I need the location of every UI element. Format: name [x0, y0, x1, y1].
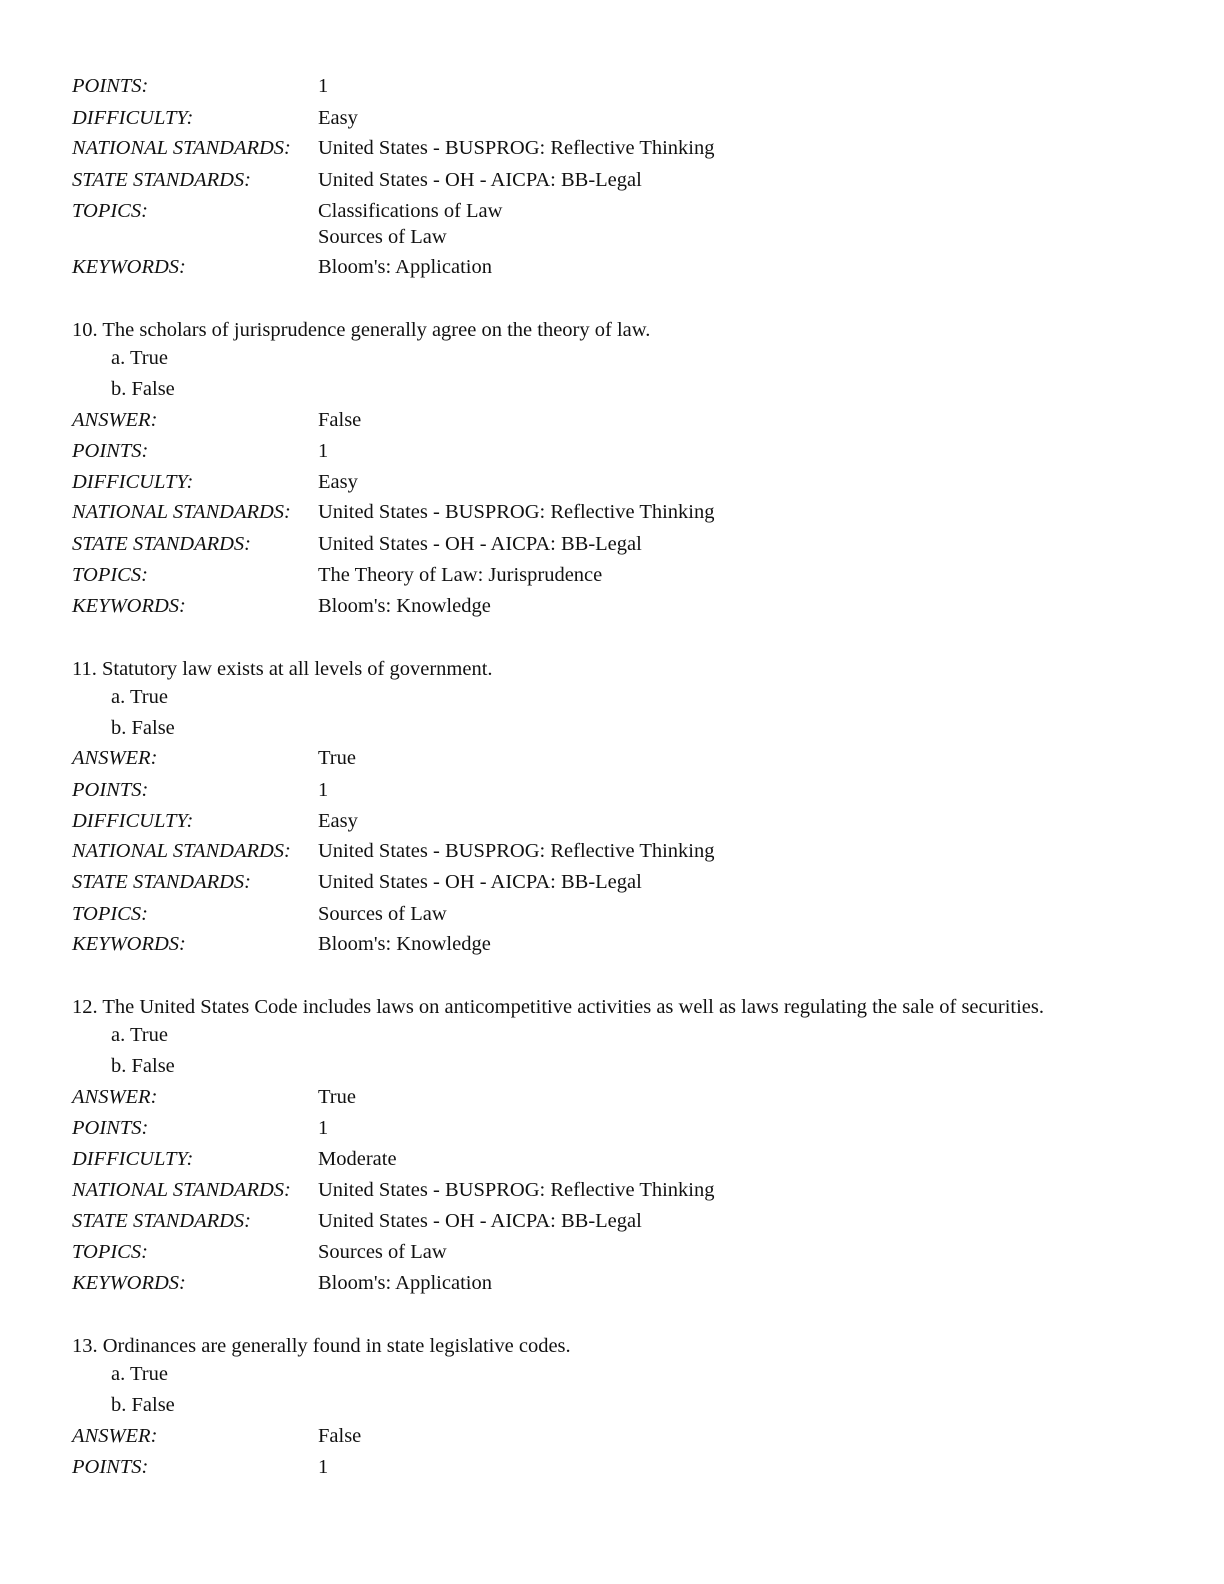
field-label: POINTS:: [72, 75, 149, 97]
option-a: a. True: [111, 1024, 168, 1046]
field-label: STATE STANDARDS:: [72, 871, 251, 893]
field-label: DIFFICULTY:: [72, 1148, 194, 1170]
field-label: ANSWER:: [72, 409, 158, 431]
field-value: United States - BUSPROG: Reflective Thinking: [318, 137, 715, 159]
field-label: STATE STANDARDS:: [72, 169, 251, 191]
question-text: 11. Statutory law exists at all levels of government.: [72, 658, 493, 680]
field-value: United States - BUSPROG: Reflective Thinking: [318, 501, 715, 523]
field-value: False: [318, 1425, 362, 1447]
field-label: DIFFICULTY:: [72, 810, 194, 832]
option-b: b. False: [111, 717, 175, 739]
field-label: STATE STANDARDS:: [72, 533, 251, 555]
field-value: 1: [318, 440, 329, 462]
field-value: 1: [318, 1456, 329, 1478]
option-a: a. True: [111, 347, 168, 369]
field-label: KEYWORDS:: [72, 933, 186, 955]
field-value: The Theory of Law: Jurisprudence: [318, 564, 603, 586]
field-label: POINTS:: [72, 1456, 149, 1478]
field-value: True: [318, 1086, 356, 1108]
field-label: DIFFICULTY:: [72, 107, 194, 129]
field-label: POINTS:: [72, 1117, 149, 1139]
option-b: b. False: [111, 378, 175, 400]
field-label: STATE STANDARDS:: [72, 1210, 251, 1232]
field-value: Easy: [318, 810, 358, 832]
field-value: 1: [318, 779, 329, 801]
field-value: United States - BUSPROG: Reflective Thinking: [318, 1179, 715, 1201]
field-value: Moderate: [318, 1148, 397, 1170]
field-label: KEYWORDS:: [72, 256, 186, 278]
option-b: b. False: [111, 1394, 175, 1416]
question-text: 12. The United States Code includes laws on anticompetitive activities as well as laws regulating the sale of securities.: [72, 996, 1044, 1018]
field-value: United States - OH - AICPA: BB-Legal: [318, 533, 642, 555]
field-value: Sources of Law: [318, 226, 447, 248]
field-label: ANSWER:: [72, 1425, 158, 1447]
field-value: Bloom's: Application: [318, 1272, 492, 1294]
field-value: Bloom's: Application: [318, 256, 492, 278]
field-label: POINTS:: [72, 779, 149, 801]
field-label: DIFFICULTY:: [72, 471, 194, 493]
field-label: TOPICS:: [72, 564, 148, 586]
field-label: TOPICS:: [72, 903, 148, 925]
field-value: Sources of Law: [318, 1241, 447, 1263]
field-label: TOPICS:: [72, 200, 148, 222]
field-value: United States - OH - AICPA: BB-Legal: [318, 1210, 642, 1232]
field-label: NATIONAL STANDARDS:: [72, 137, 291, 159]
field-value: 1: [318, 75, 329, 97]
field-label: KEYWORDS:: [72, 595, 186, 617]
field-value: United States - OH - AICPA: BB-Legal: [318, 871, 642, 893]
question-text: 10. The scholars of jurisprudence generally agree on the theory of law.: [72, 319, 651, 341]
field-label: NATIONAL STANDARDS:: [72, 501, 291, 523]
field-value: Classifications of Law: [318, 200, 503, 222]
field-label: KEYWORDS:: [72, 1272, 186, 1294]
field-value: United States - OH - AICPA: BB-Legal: [318, 169, 642, 191]
option-a: a. True: [111, 1363, 168, 1385]
option-a: a. True: [111, 686, 168, 708]
field-label: ANSWER:: [72, 747, 158, 769]
field-label: POINTS:: [72, 440, 149, 462]
field-value: False: [318, 409, 362, 431]
field-value: 1: [318, 1117, 329, 1139]
field-label: ANSWER:: [72, 1086, 158, 1108]
field-label: NATIONAL STANDARDS:: [72, 840, 291, 862]
field-value: Sources of Law: [318, 903, 447, 925]
field-label: TOPICS:: [72, 1241, 148, 1263]
field-label: NATIONAL STANDARDS:: [72, 1179, 291, 1201]
field-value: True: [318, 747, 356, 769]
field-value: Easy: [318, 471, 358, 493]
field-value: Easy: [318, 107, 358, 129]
question-text: 13. Ordinances are generally found in state legislative codes.: [72, 1335, 571, 1357]
field-value: United States - BUSPROG: Reflective Thinking: [318, 840, 715, 862]
option-b: b. False: [111, 1055, 175, 1077]
field-value: Bloom's: Knowledge: [318, 595, 491, 617]
field-value: Bloom's: Knowledge: [318, 933, 491, 955]
